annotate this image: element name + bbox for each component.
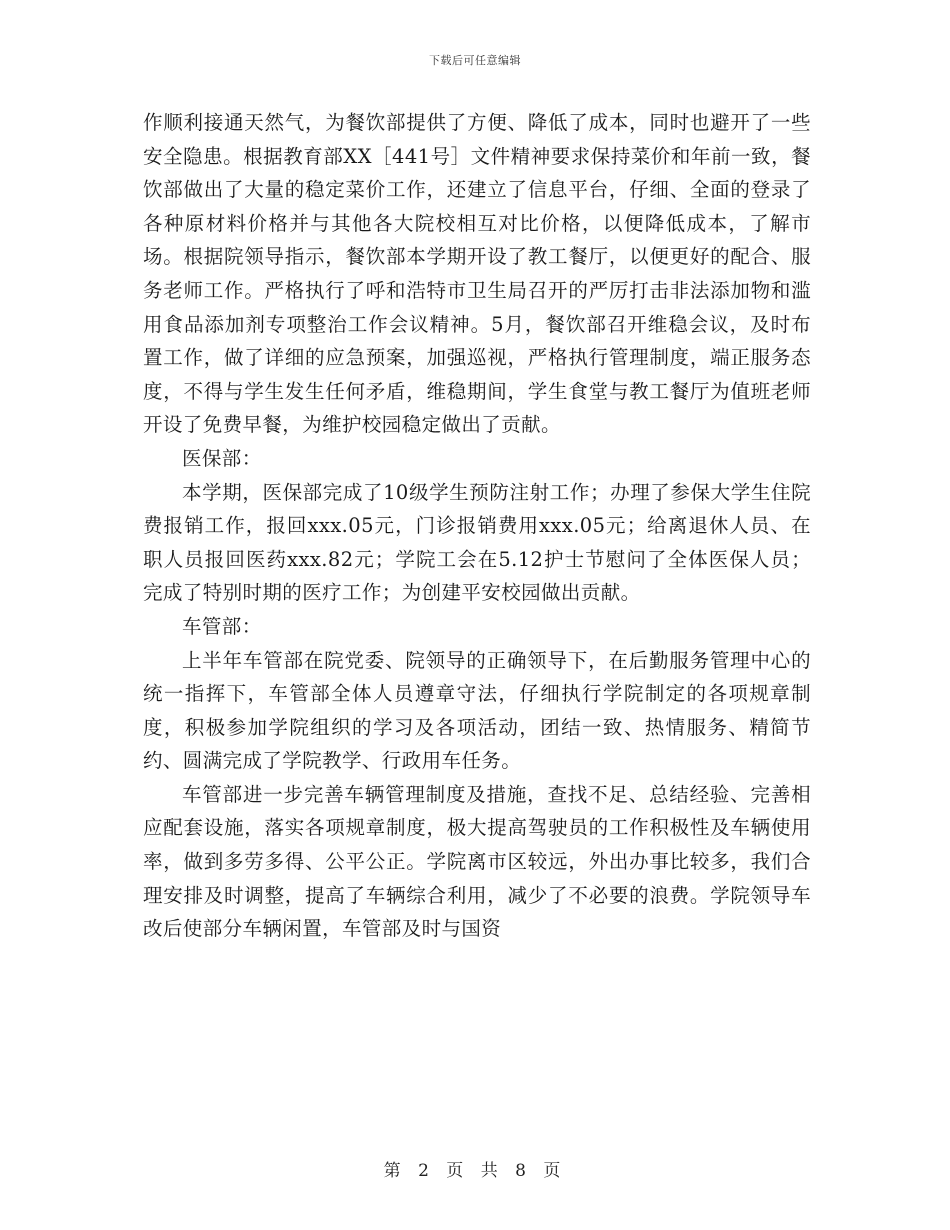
- page-number-footer: 第 2 页 共 8 页: [383, 1161, 567, 1181]
- page-header-note: 下载后可任意编辑: [429, 54, 521, 67]
- paragraph-vehicle-1: 上半年车管部在院党委、院领导的正确领导下，在后勤服务管理中心的统一指挥下，车管部全体人员遵章守法，仔细执行学院制定的各项规章制度，积极参加学院组织的学习及各项活动，团结一致、热情服务、精简节约、圆满完成了学院教学、行政用车任务。: [143, 648, 811, 773]
- section-heading-vehicle: 车管部：: [182, 614, 262, 638]
- paragraph-vehicle-2: 车管部进一步完善车辆管理制度及措施，查找不足、总结经验、完善相应配套设施，落实各项规章制度，极大提高驾驶员的工作积极性及车辆使用率，做到多劳多得、公平公正。学院离市区较远，外出办事比较多，我们合理安排及时调整，提高了车辆综合利用，减少了不必要的浪费。学院领导车改后使部分车辆闲置，车管部及时与国资: [143, 782, 811, 941]
- paragraph-catering-continued: 作顺利接通天然气，为餐饮部提供了方便、降低了成本，同时也避开了一些安全隐患。根据教育部XX［441号］文件精神要求保持菜价和年前一致，餐饮部做出了大量的稳定菜价工作，还建立了信息平台，仔细、全面的登录了各种原材料价格并与其他各大院校相互对比价格，以便降低成本，了解市场。根据院领导指示，餐饮部本学期开设了教工餐厅，以便更好的配合、服务老师工作。严格执行了呼和浩特市卫生局召开的严厉打击非法添加物和滥用食品添加剂专项整治工作会议精神。5月，餐饮部召开维稳会议，及时布置工作，做了详细的应急预案，加强巡视，严格执行管理制度，端正服务态度，不得与学生发生任何矛盾，维稳期间，学生食堂与教工餐厅为值班老师开设了免费早餐，为维护校园稳定做出了贡献。: [143, 111, 811, 437]
- document-body: [143, 106, 811, 946]
- section-heading-medical: 医保部：: [182, 446, 262, 470]
- paragraph-medical: 本学期，医保部完成了10级学生预防注射工作；办理了参保大学生住院费报销工作，报回xxx.05元，门诊报销费用xxx.05元；给离退休人员、在职人员报回医药xxx.82元；学院工会在5.12护士节慰问了全体医保人员；完成了特别时期的医疗工作；为创建平安校园做出贡献。: [143, 480, 811, 605]
